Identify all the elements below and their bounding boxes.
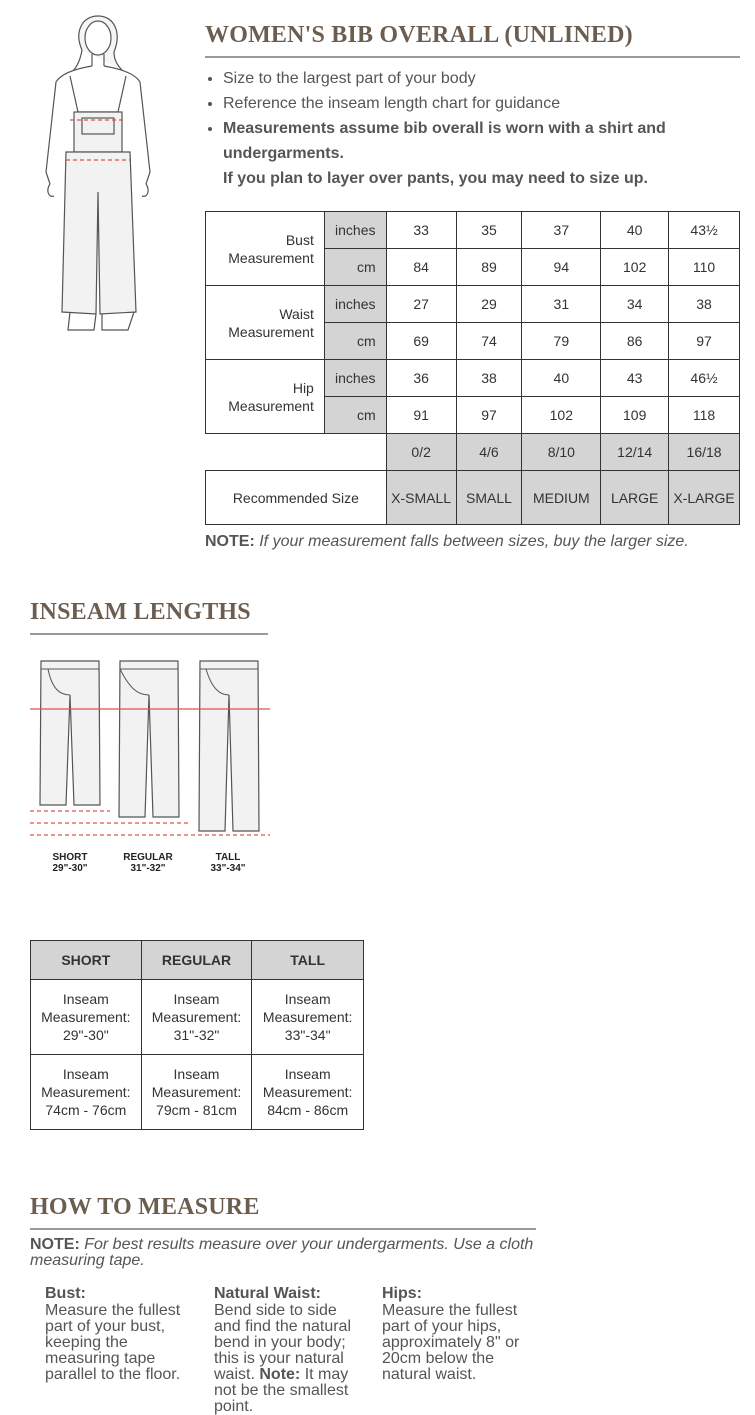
bust-cm-value: 102: [601, 249, 669, 286]
bust-label-line1: Bust: [285, 231, 314, 248]
pant-label-tall: [198, 852, 258, 874]
inseam-inches-tall: Inseam Measurement: 33"-34": [252, 980, 364, 1055]
size-chart-table: [205, 211, 740, 525]
hip-cm-value: 97: [456, 397, 522, 434]
measure-note: [30, 1237, 540, 1269]
hip-cm-value: 118: [669, 397, 740, 434]
bust-inches-value: 37: [522, 212, 601, 249]
bust-inches-value: 35: [456, 212, 522, 249]
bust-text: Measure the fullest part of your bust, keeping the measuring tape parallel to the floor.: [45, 1302, 181, 1383]
waist-inches-value: 29: [456, 286, 522, 323]
waist-cm-value: 86: [601, 323, 669, 360]
pant-label-regular-range: 31"-32": [130, 863, 166, 874]
sizing-tips: [205, 66, 725, 191]
letter-size: LARGE: [601, 471, 669, 525]
table-row: [206, 286, 740, 323]
pant-label-short: [40, 852, 100, 874]
inseam-header-regular: REGULAR: [141, 941, 252, 980]
hip-label-line1: Hip: [292, 379, 314, 396]
inseam-cm-short: Inseam Measurement: 74cm - 76cm: [31, 1055, 142, 1130]
bust-cm-value: 89: [456, 249, 522, 286]
hip-measurement-label: [206, 360, 325, 434]
letter-size: SMALL: [456, 471, 522, 525]
waist-unit-inches: inches: [324, 286, 386, 323]
numeric-size: 4/6: [456, 434, 522, 471]
hip-inches-value: 46½: [669, 360, 740, 397]
waist-text-block: [214, 1303, 359, 1415]
tip-undergarments-line1: Measurements assume bib overall is worn with a shirt and undergarments.: [223, 120, 666, 162]
waist-note-label: Note:: [259, 1366, 301, 1383]
hip-inches-value: 43: [601, 360, 669, 397]
hip-inches-value: 38: [456, 360, 522, 397]
bust-unit-inches: inches: [324, 212, 386, 249]
table-row: [206, 212, 740, 249]
waist-unit-cm: cm: [324, 323, 386, 360]
pant-label-short-range: 29"-30": [52, 863, 88, 874]
measure-note-label: NOTE:: [30, 1236, 80, 1253]
waist-measurement-label: [206, 286, 325, 360]
bust-inches-value: 43½: [669, 212, 740, 249]
pant-label-tall-name: TALL: [215, 852, 241, 863]
bust-cm-value: 94: [522, 249, 601, 286]
how-to-measure-title: HOW TO MEASURE: [30, 1194, 260, 1220]
waist-cm-value: 97: [669, 323, 740, 360]
numeric-size: 16/18: [669, 434, 740, 471]
bust-unit-cm: cm: [324, 249, 386, 286]
waist-cm-value: 74: [456, 323, 522, 360]
blank-cell: [206, 434, 387, 471]
pant-label-regular: [118, 852, 178, 874]
hip-cm-value: 91: [386, 397, 456, 434]
bust-cm-value: 84: [386, 249, 456, 286]
bust-instructions: [45, 1285, 190, 1383]
waist-inches-value: 27: [386, 286, 456, 323]
waist-label-line2: Measurement: [228, 323, 314, 340]
size-note-text: If your measurement falls between sizes, buy the larger size.: [259, 533, 689, 550]
hip-inches-value: 36: [386, 360, 456, 397]
table-row: [206, 434, 740, 471]
recommended-size-label: Recommended Size: [206, 471, 387, 525]
bust-inches-value: 40: [601, 212, 669, 249]
numeric-size: 0/2: [386, 434, 456, 471]
tip-largest-part: • Size to the largest part of your body: [223, 66, 725, 91]
waist-label-line1: Waist: [279, 305, 314, 322]
bust-measurement-label: [206, 212, 325, 286]
tip-inseam-chart: • Reference the inseam length chart for guidance: [223, 91, 725, 116]
table-row: [31, 980, 364, 1055]
inseam-divider: [30, 633, 268, 635]
table-row: [206, 471, 740, 525]
bust-title: Bust:: [45, 1285, 86, 1302]
inseam-header-short: SHORT: [31, 941, 142, 980]
numeric-size: 8/10: [522, 434, 601, 471]
pant-label-regular-name: REGULAR: [123, 852, 173, 863]
woman-overall-illustration: [30, 12, 165, 352]
pant-label-tall-range: 33"-34": [210, 863, 246, 874]
inseam-inches-short: Inseam Measurement: 29"-30": [31, 980, 142, 1055]
table-row: [206, 360, 740, 397]
waist-inches-value: 34: [601, 286, 669, 323]
bust-cm-value: 110: [669, 249, 740, 286]
inseam-inches-regular: Inseam Measurement: 31"-32": [141, 980, 252, 1055]
inseam-pants-illustration: [30, 655, 270, 845]
title-divider: [205, 56, 740, 58]
hip-unit-inches: inches: [324, 360, 386, 397]
tip-layer-line2: If you plan to layer over pants, you may need to size up.: [223, 170, 648, 187]
waist-title: Natural Waist:: [214, 1285, 321, 1302]
waist-text: Bend side to side and find the natural bend in your body; this is your natural waist.: [214, 1302, 351, 1383]
inseam-title: INSEAM LENGTHS: [30, 599, 251, 625]
waist-inches-value: 38: [669, 286, 740, 323]
bust-inches-value: 33: [386, 212, 456, 249]
hip-label-line2: Measurement: [228, 397, 314, 414]
inseam-table: [30, 940, 364, 1130]
table-row: [31, 1055, 364, 1130]
size-note-label: NOTE:: [205, 533, 255, 550]
waist-inches-value: 31: [522, 286, 601, 323]
hips-instructions: [382, 1285, 527, 1383]
pant-label-short-name: SHORT: [52, 852, 88, 863]
waist-note-text: It may not be the smallest point.: [214, 1366, 349, 1415]
how-to-measure-divider: [30, 1228, 536, 1230]
letter-size: X-SMALL: [386, 471, 456, 525]
hips-title: Hips:: [382, 1285, 422, 1302]
letter-size: X-LARGE: [669, 471, 740, 525]
waist-instructions: [214, 1285, 359, 1415]
waist-cm-value: 69: [386, 323, 456, 360]
waist-cm-value: 79: [522, 323, 601, 360]
inseam-cm-tall: Inseam Measurement: 84cm - 86cm: [252, 1055, 364, 1130]
inseam-header-tall: TALL: [252, 941, 364, 980]
size-note: [205, 533, 689, 551]
hip-unit-cm: cm: [324, 397, 386, 434]
numeric-size: 12/14: [601, 434, 669, 471]
hips-text: Measure the fullest part of your hips, approximately 8" or 20cm below the natural waist.: [382, 1302, 520, 1383]
hip-cm-value: 102: [522, 397, 601, 434]
measure-note-text: For best results measure over your undergarments. Use a cloth measuring tape.: [30, 1236, 534, 1269]
inseam-cm-regular: Inseam Measurement: 79cm - 81cm: [141, 1055, 252, 1130]
tip-undergarments: [223, 116, 725, 191]
bust-label-line2: Measurement: [228, 249, 314, 266]
letter-size: MEDIUM: [522, 471, 601, 525]
hip-inches-value: 40: [522, 360, 601, 397]
hip-cm-value: 109: [601, 397, 669, 434]
overall-title: WOMEN'S BIB OVERALL (UNLINED): [205, 22, 633, 48]
